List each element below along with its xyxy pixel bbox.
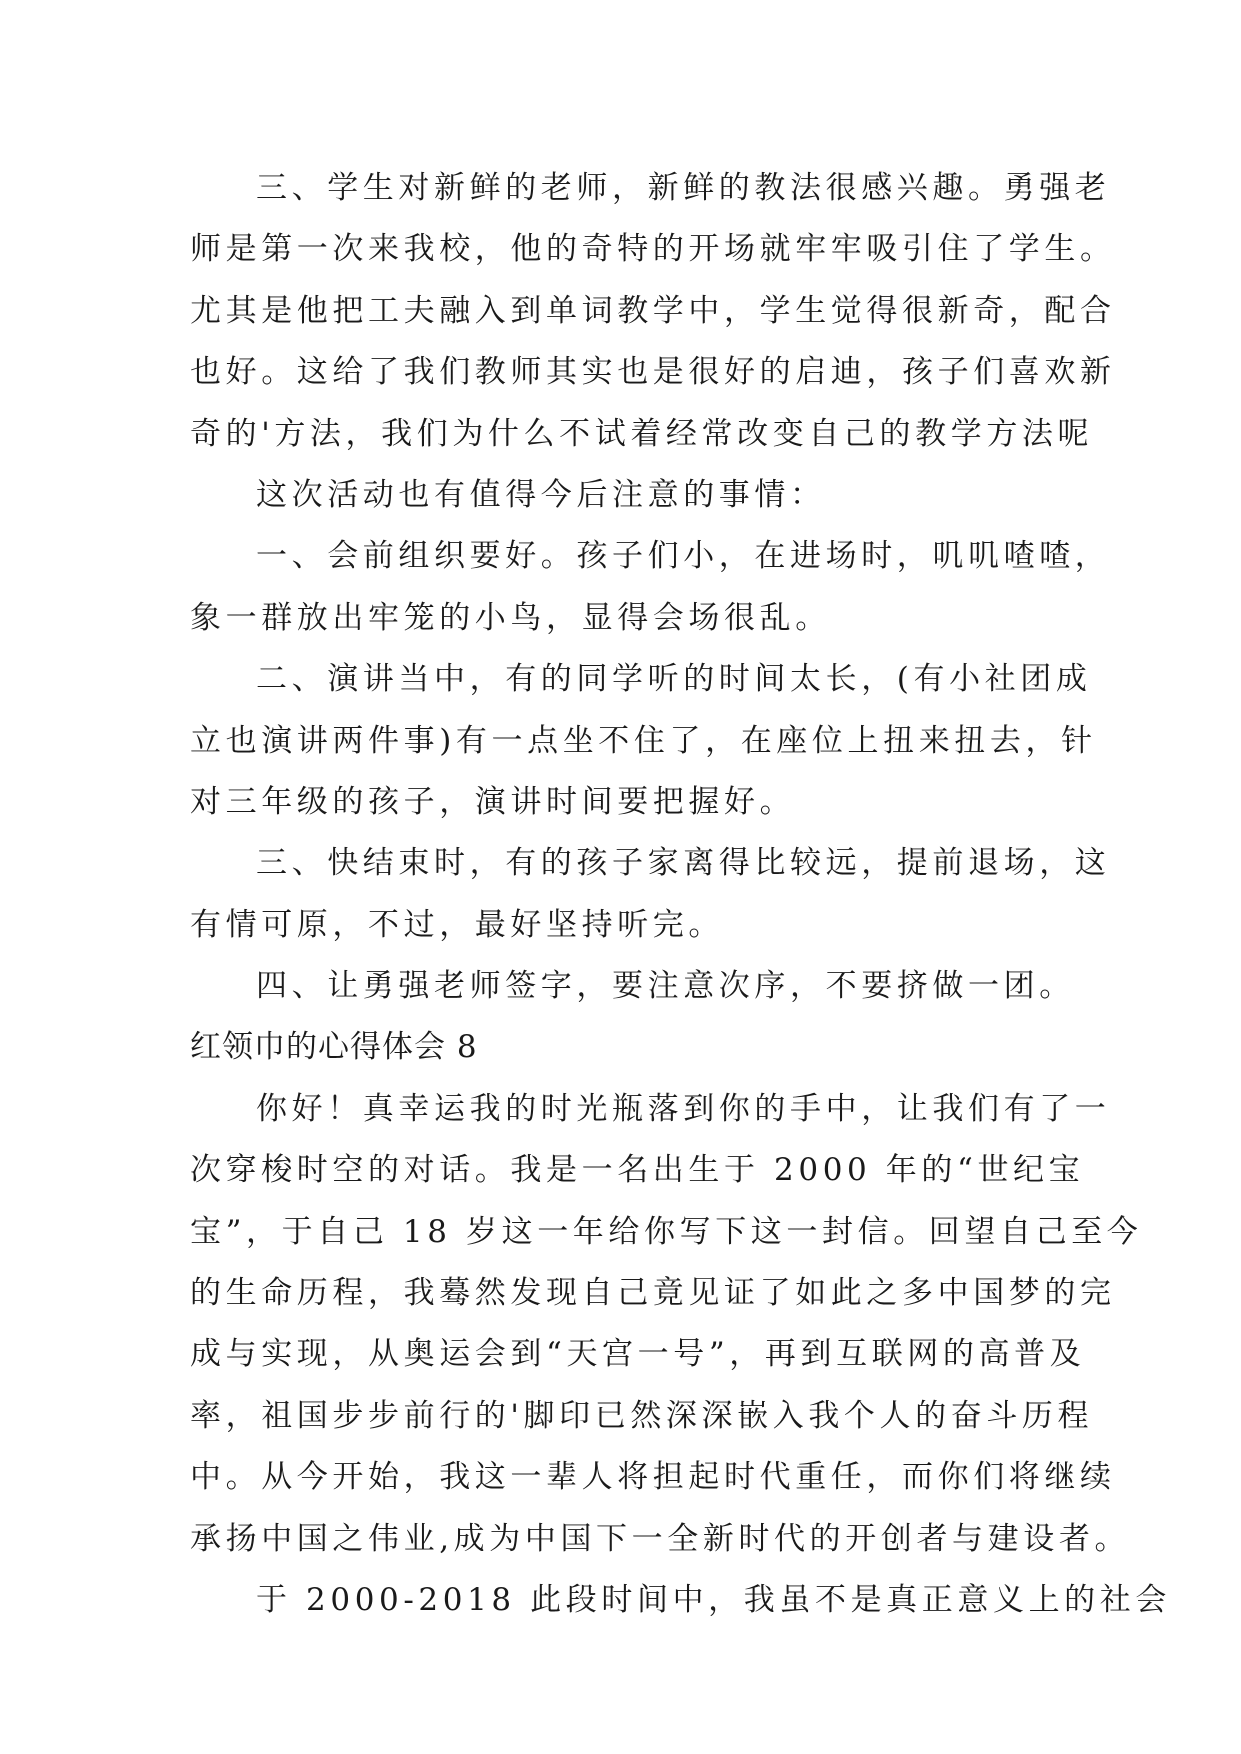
paragraph-line: 承扬中国之伟业,成为中国下一全新时代的开创者与建设者。 (190, 1520, 1131, 1557)
paragraph-line: 中。从今开始，我这一辈人将担起时代重任，而你们将继续 (190, 1459, 1116, 1496)
paragraph-line: 率，祖国步步前行的'脚印已然深深嵌入我个人的奋斗历程 (190, 1397, 1094, 1434)
paragraph-line: 三、学生对新鲜的老师，新鲜的教法很感兴趣。勇强老 (256, 170, 1111, 206)
paragraph-line: 一、会前组织要好。孩子们小，在进场时，叽叽喳喳， (256, 538, 1111, 575)
document-body (190, 158, 1171, 1631)
paragraph-line: 于 2000-2018 此段时间中，我虽不是真正意义上的社会 (256, 1581, 1171, 1618)
paragraph-line: 立也演讲两件事)有一点坐不住了，在座位上扭来扭去，针 (190, 722, 1097, 759)
paragraph-line: 象一群放出牢笼的小鸟，显得会场很乱。 (190, 599, 831, 636)
paragraph-line: 奇的'方法，我们为什么不试着经常改变自己的教学方法呢 (190, 415, 1094, 452)
paragraph-line: 三、快结束时，有的孩子家离得比较远，提前退场，这 (256, 845, 1111, 882)
paragraph-line: 成与实现，从奥运会到“天宫一号”，再到互联网的高普及 (190, 1336, 1086, 1373)
paragraph-line: 四、让勇强老师签字，要注意次序，不要挤做一团。 (256, 968, 1075, 1005)
paragraph-line: 二、演讲当中，有的同学听的时间太长，(有小社团成 (256, 661, 1092, 698)
paragraph-line: 对三年级的孩子，演讲时间要把握好。 (190, 783, 796, 820)
paragraph-line: 也好。这给了我们教师其实也是很好的启迪，孩子们喜欢新 (190, 354, 1116, 391)
paragraph-line: 次穿梭时空的对话。我是一名出生于 2000 年的“世纪宝 (190, 1152, 1085, 1189)
paragraph-line: 你好！真幸运我的时光瓶落到你的手中，让我们有了一 (256, 1090, 1111, 1127)
paragraph-line: 有情可原，不过，最好坚持听完。 (190, 906, 724, 943)
section-heading: 红领巾的心得体会 8 (190, 1029, 478, 1066)
paragraph-line: 尤其是他把工夫融入到单词教学中，学生觉得很新奇，配合 (190, 292, 1116, 329)
paragraph-line: 宝”，于自己 18 岁这一年给你写下这一封信。回望自己至今 (190, 1213, 1143, 1250)
paragraph-line: 这次活动也有值得今后注意的事情： (256, 476, 826, 513)
paragraph-line: 师是第一次来我校，他的奇特的开场就牢牢吸引住了学生。 (190, 231, 1116, 268)
paragraph-line: 的生命历程，我蓦然发现自己竟见证了如此之多中国梦的完 (190, 1275, 1116, 1312)
